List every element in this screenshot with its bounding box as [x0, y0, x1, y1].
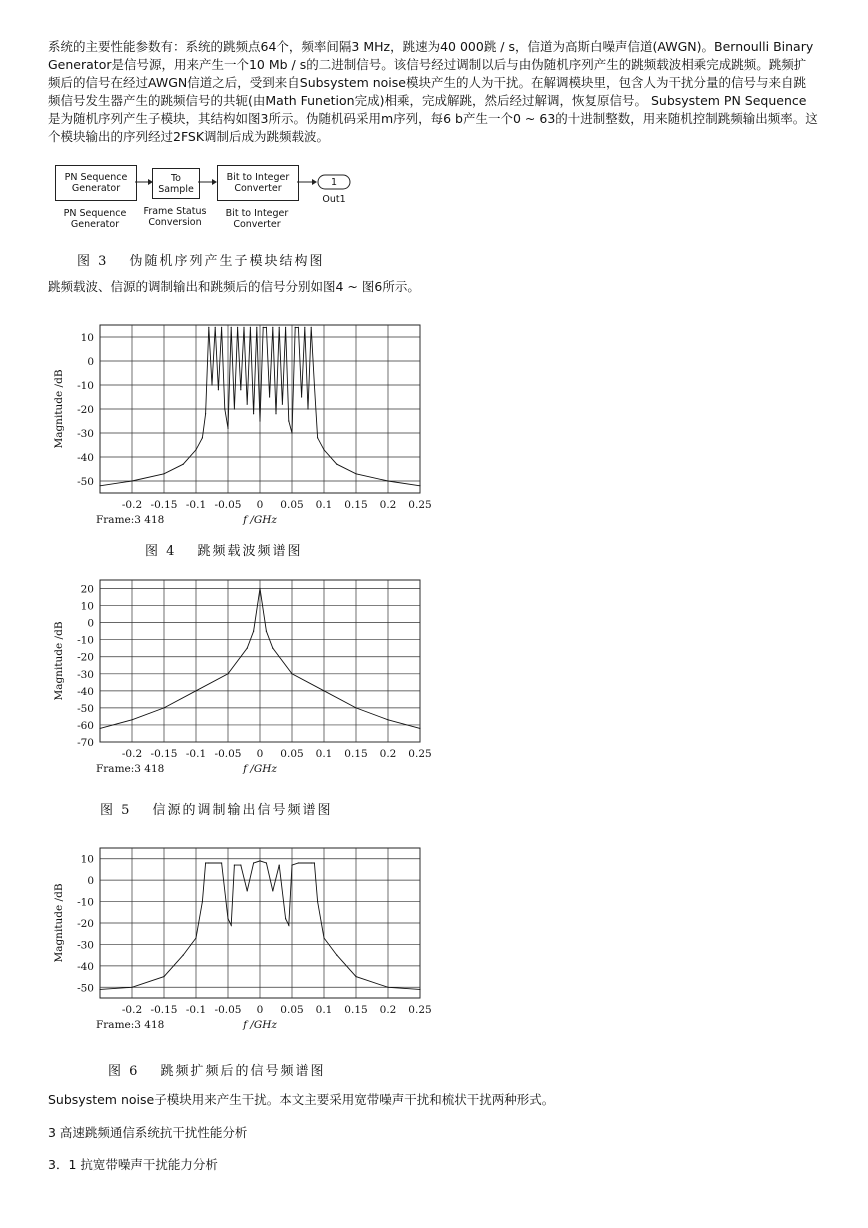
frame-label: Frame:3 418 — [96, 763, 165, 775]
data-point — [387, 719, 388, 720]
x-tick-label: 0.15 — [344, 748, 368, 760]
data-point — [291, 673, 292, 674]
y-tick-label: 0 — [87, 356, 94, 368]
x-tick-label: 0.05 — [280, 748, 304, 760]
x-tick-label: -0.2 — [121, 748, 143, 760]
figure-6-chart — [40, 843, 432, 1043]
data-point — [291, 865, 292, 866]
y-tick-label: -40 — [77, 452, 94, 464]
data-point — [250, 327, 251, 328]
y-tick-label: -20 — [77, 651, 94, 664]
figure-4-chart — [40, 315, 432, 526]
x-tick-label: -0.15 — [150, 499, 178, 511]
data-point — [195, 690, 196, 691]
data-point — [247, 648, 248, 649]
data-point — [224, 408, 225, 409]
data-point — [231, 925, 232, 926]
x-tick-label: 0 — [256, 499, 264, 511]
data-point — [131, 987, 132, 988]
bit-to-integer-block: Bit to Integer Converter — [217, 165, 299, 201]
data-point — [279, 865, 280, 866]
data-point — [205, 413, 206, 414]
figure-4-caption: 图 4 跳频载波频谱图 — [145, 544, 303, 559]
data-point — [272, 890, 273, 891]
outport-number: 1 — [330, 177, 338, 188]
data-point — [131, 719, 132, 720]
frame-label: Frame:3 418 — [96, 1019, 165, 1031]
data-point — [240, 389, 241, 390]
data-point — [227, 918, 228, 919]
data-point — [208, 862, 209, 863]
data-point — [266, 631, 267, 632]
x-axis-label: f /GHz — [243, 514, 277, 526]
data-point — [266, 327, 267, 328]
data-point — [272, 327, 273, 328]
data-point — [183, 955, 184, 956]
data-point — [263, 327, 264, 328]
y-tick-label: -70 — [77, 737, 94, 749]
x-tick-label: -0.2 — [121, 1004, 143, 1016]
x-tick-label: 0.2 — [379, 1004, 397, 1016]
data-point — [314, 862, 315, 863]
data-point — [247, 404, 248, 405]
data-point — [282, 404, 283, 405]
data-point — [304, 327, 305, 328]
data-point — [259, 860, 260, 861]
data-point — [131, 480, 132, 481]
y-tick-label: -10 — [77, 634, 94, 647]
y-tick-label: 0 — [87, 617, 94, 630]
data-point — [259, 420, 260, 421]
data-point — [279, 327, 280, 328]
x-tick-label: -0.05 — [214, 499, 242, 511]
data-point — [227, 673, 228, 674]
data-point — [215, 327, 216, 328]
diagram-arrows — [0, 0, 868, 240]
data-point — [237, 327, 238, 328]
x-tick-label: 0 — [256, 1004, 264, 1016]
y-tick-label: 10 — [80, 332, 94, 344]
data-point — [163, 707, 164, 708]
x-tick-label: 0.05 — [280, 499, 304, 511]
x-tick-label: 0.1 — [315, 1004, 333, 1016]
data-point — [288, 925, 289, 926]
data-point — [99, 728, 100, 729]
figure-5-chart — [40, 575, 432, 785]
data-point — [272, 648, 273, 649]
data-point — [285, 918, 286, 919]
x-tick-label: 0.1 — [315, 499, 333, 511]
y-tick-label: -30 — [77, 428, 94, 440]
data-point — [221, 327, 222, 328]
x-tick-label: -0.1 — [185, 499, 207, 511]
figure-3-caption: 图 3 伪随机序列产生子模块结构图 — [77, 254, 325, 269]
x-tick-label: -0.1 — [185, 748, 207, 760]
outport-label: Out1 — [322, 194, 346, 205]
frame-label: Frame:3 418 — [96, 514, 165, 526]
data-point — [336, 464, 337, 465]
data-point — [243, 327, 244, 328]
to-sample-label: Frame Status Conversion — [143, 206, 207, 228]
data-point — [266, 862, 267, 863]
data-point — [211, 384, 212, 385]
data-point — [247, 890, 248, 891]
data-point — [202, 437, 203, 438]
data-point — [355, 976, 356, 977]
data-point — [195, 937, 196, 938]
y-tick-label: -50 — [77, 476, 94, 488]
data-point — [419, 485, 420, 486]
y-tick-label: -10 — [77, 380, 94, 392]
data-point — [419, 989, 420, 990]
data-point — [275, 413, 276, 414]
data-point — [317, 437, 318, 438]
data-point — [227, 428, 228, 429]
y-tick-label: -20 — [77, 918, 94, 930]
y-tick-label: 20 — [80, 583, 94, 596]
x-tick-label: 0.15 — [344, 1004, 368, 1016]
data-point — [387, 987, 388, 988]
x-tick-label: 0.2 — [379, 499, 397, 511]
data-point — [311, 327, 312, 328]
x-tick-label: -0.05 — [214, 1004, 242, 1016]
y-tick-label: 10 — [80, 853, 94, 866]
section-3-heading: 3 高速跳频通信系统抗干扰性能分析 — [48, 1125, 248, 1140]
data-point — [256, 327, 257, 328]
data-point — [195, 449, 196, 450]
data-point — [419, 728, 420, 729]
data-point — [291, 432, 292, 433]
x-tick-label: 0.15 — [344, 499, 368, 511]
figure-6-caption: 图 6 跳频扩频后的信号频谱图 — [108, 1064, 326, 1079]
data-point — [285, 327, 286, 328]
x-axis-label: f /GHz — [243, 1019, 277, 1031]
y-axis-label: Magnitude /dB — [53, 883, 65, 963]
data-point — [163, 473, 164, 474]
x-tick-label: 0.2 — [379, 748, 397, 760]
data-point — [231, 327, 232, 328]
section-3-1-heading: 3．1 抗宽带噪声干扰能力分析 — [48, 1157, 218, 1172]
data-point — [288, 420, 289, 421]
pn-sequence-block: PN Sequence Generator — [55, 165, 137, 201]
x-tick-label: 0.05 — [280, 1004, 304, 1016]
data-point — [355, 473, 356, 474]
data-point — [298, 862, 299, 863]
x-tick-label: 0.25 — [408, 1004, 432, 1016]
bit-to-integer-label: Bit to Integer Converter — [225, 208, 289, 230]
figure-5-caption: 图 5 信源的调制输出信号频谱图 — [100, 803, 333, 818]
x-tick-label: -0.2 — [121, 499, 143, 511]
data-point — [163, 976, 164, 977]
x-tick-label: 0.1 — [315, 748, 333, 760]
y-tick-label: -40 — [77, 960, 94, 973]
y-tick-label: -10 — [77, 896, 94, 909]
data-point — [99, 989, 100, 990]
data-point — [323, 937, 324, 938]
x-tick-label: -0.1 — [185, 1004, 207, 1016]
data-point — [221, 862, 222, 863]
data-point — [314, 384, 315, 385]
data-point — [387, 480, 388, 481]
y-tick-label: -20 — [77, 404, 94, 416]
x-tick-label: 0 — [256, 748, 264, 760]
data-point — [205, 862, 206, 863]
data-point — [307, 408, 308, 409]
data-point — [336, 955, 337, 956]
intro-paragraph: 系统的主要性能参数有：系统的跳频点64个，频率间隔3 MHz，跳速为40 000跳 / s，信道为高斯白噪声信道(AWGN)。Bernoulli Binary Generator是信号源，用来产生一个10 Mb / s的二进制信号。该信号经过调制以后与由伪随机序列产生的跳频载波相乘完成跳频。跳频扩频后的信号在经过AWGN信道之后，受到来自Subsystem noise模块产生的人为干扰。在解调模块里，包含人为干扰分量的信号与来自跳频信号发生器产生的跳频信号的共轭(由Math Funetion完成)相乘，完成解跳，然后经过解调，恢复原信号。 Subsystem PN Sequence是为随机序列产生子模块，其结构如图3所示。伪随机码采用m序列，每6 b产生一个0 ~ 63的十进制整数，用来随机控制跳频输出频率。这个模块输出的序列经过2FSK调制后成为跳频载波。 — [48, 39, 818, 144]
data-point — [317, 901, 318, 902]
data-point — [323, 449, 324, 450]
data-point — [253, 413, 254, 414]
y-tick-label: -50 — [77, 982, 94, 995]
y-axis-label: Magnitude /dB — [53, 369, 65, 449]
data-point — [253, 631, 254, 632]
data-point — [183, 464, 184, 465]
data-point — [269, 396, 270, 397]
data-point — [99, 485, 100, 486]
x-tick-label: 0.25 — [408, 499, 432, 511]
data-point — [240, 865, 241, 866]
data-point — [323, 690, 324, 691]
x-tick-label: -0.15 — [150, 748, 178, 760]
data-point — [259, 588, 260, 589]
y-tick-label: 0 — [87, 875, 94, 888]
y-tick-label: -40 — [77, 685, 94, 698]
data-point — [208, 327, 209, 328]
x-tick-label: -0.05 — [214, 748, 242, 760]
data-point — [253, 862, 254, 863]
data-point — [218, 389, 219, 390]
y-tick-label: -30 — [77, 939, 94, 952]
y-tick-label: 10 — [80, 600, 94, 613]
data-point — [234, 865, 235, 866]
data-point — [234, 408, 235, 409]
to-sample-block: To Sample — [152, 168, 200, 199]
x-tick-label: 0.25 — [408, 748, 432, 760]
y-tick-label: -60 — [77, 719, 94, 732]
data-point — [295, 327, 296, 328]
after-paragraph: Subsystem noise子模块用来产生干扰。本文主要采用宽带噪声干扰和梳状干扰两种形式。 — [48, 1092, 555, 1107]
data-point — [202, 901, 203, 902]
pn-sequence-label: PN Sequence Generator — [63, 208, 127, 230]
y-tick-label: -50 — [77, 702, 94, 715]
x-axis-label: f /GHz — [243, 763, 277, 775]
y-axis-label: Magnitude /dB — [53, 621, 65, 701]
data-point — [311, 862, 312, 863]
mid-paragraph: 跳频载波、信源的调制输出和跳频后的信号分别如图4 ~ 图6所示。 — [48, 279, 420, 294]
data-point — [355, 707, 356, 708]
data-point — [298, 327, 299, 328]
data-point — [301, 396, 302, 397]
x-tick-label: -0.15 — [150, 1004, 178, 1016]
y-tick-label: -30 — [77, 668, 94, 681]
